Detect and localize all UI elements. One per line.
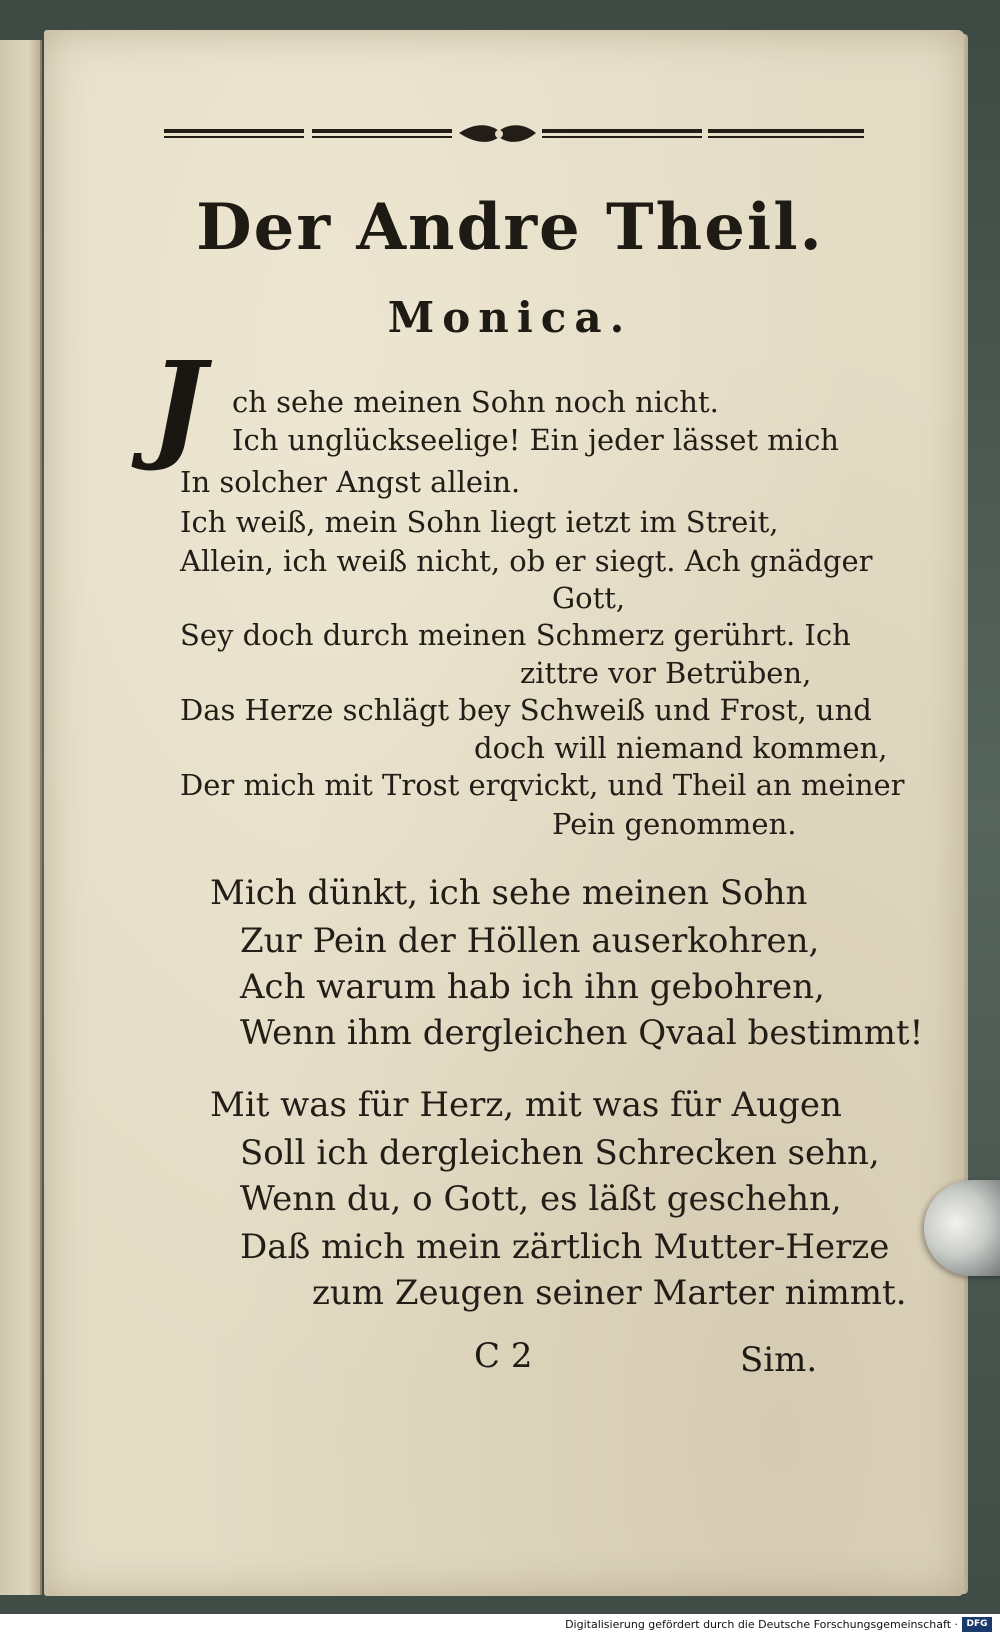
signature-mark: C 2 — [474, 1336, 533, 1376]
aria-line: Soll ich dergleichen Schrecken sehn, — [240, 1133, 880, 1173]
recitative-line: ch sehe meinen Sohn noch nicht. — [232, 385, 719, 419]
aria-line: Mit was für Herz, mit was für Augen — [210, 1085, 842, 1125]
recitative-line: doch will niemand kommen, — [474, 731, 888, 765]
recitative-line: Das Herze schlägt bey Schweiß und Frost, und — [180, 693, 872, 727]
recitative-line: In solcher Angst allein. — [180, 465, 521, 499]
section-heading: Der Andre Theil. — [196, 190, 824, 265]
recitative-line: Pein genommen. — [552, 807, 797, 841]
previous-page-edge — [0, 40, 42, 1595]
aria-line: Daß mich mein zärtlich Mutter-Herze — [240, 1227, 890, 1267]
aria-line: Mich dünkt, ich sehe meinen Sohn — [210, 873, 808, 913]
aria-line: Wenn ihm dergleichen Qvaal bestimmt! — [240, 1013, 924, 1053]
aria-line: zum Zeugen seiner Marter nimmt. — [312, 1273, 907, 1313]
aria-line: Wenn du, o Gott, es läßt geschehn, — [240, 1179, 842, 1219]
aria-line: Zur Pein der Höllen auserkohren, — [240, 921, 820, 961]
recitative-line: Der mich mit Trost erqvickt, und Theil an meiner — [180, 768, 905, 802]
catchword: Sim. — [740, 1340, 818, 1380]
aria-line: Ach warum hab ich ihn gebohren, — [240, 967, 825, 1007]
speaker-name: Monica. — [387, 293, 633, 342]
drop-cap: J — [150, 335, 206, 474]
recitative-line: Allein, ich weiß nicht, ob er siegt. Ach gnädger — [180, 544, 873, 578]
recitative-line: Ich unglückseelige! Ein jeder lässet mich — [232, 423, 839, 457]
recitative-line: Gott, — [552, 581, 626, 615]
recitative-line: Ich weiß, mein Sohn liegt ietzt im Streit, — [180, 505, 779, 539]
recitative-line: zittre vor Betrüben, — [520, 656, 812, 690]
dfg-logo: DFG — [962, 1617, 992, 1632]
ornamental-rule — [164, 123, 864, 149]
recitative-line: Sey doch durch meinen Schmerz gerührt. Ich — [180, 618, 851, 652]
digitization-credit: Digitalisierung gefördert durch die Deutsche Forschungsgemeinschaft · — [565, 1618, 958, 1631]
